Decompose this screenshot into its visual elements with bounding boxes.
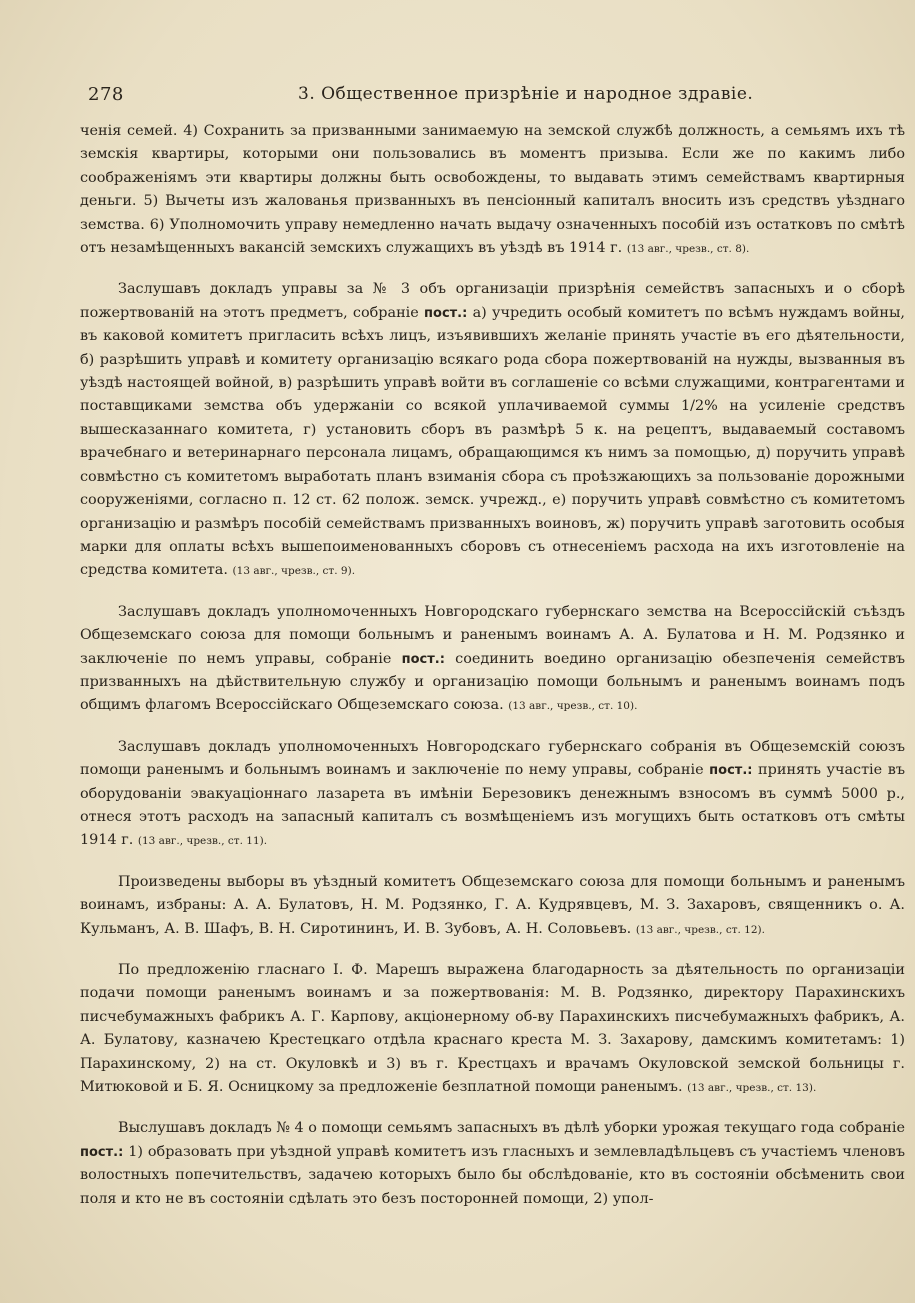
paragraph-3: Заслушавъ докладъ уполномоченныхъ Новгородскаго губернскаго земства на Всероссійскій съѣздъ Общеземскаго союза для помощи больнымъ и раненымъ воинамъ А. А. Булатова и Н. М. Родзянко и заключеніе по немъ управы, собраніе пост.: соединить воедино организацію обезпеченія семействъ призванныхъ на дѣйствительную службу и организацію помощи больнымъ и раненымъ воинамъ подъ общимъ флагомъ Всероссійскаго Общеземскаго союза. (13 авг., чрезв., ст. 10). (80, 603, 906, 714)
citation-note: (13 авг., чрезв., ст. 13). (687, 1082, 817, 1095)
paragraph-6: По предложенію гласнаго I. Ф. Марешъ выражена благодарность за дѣятельность по организаціи подачи помощи раненымъ воинамъ и за пожертвованія: М. В. Родзянко, директору Парахинскихъ писчебумажныхъ фабрикъ А. Г. Карпову, акціонерному об-ву Парахинскихъ писчебумажныхъ фабрикъ, А. А. Булатову, казначею Крестецкаго отдѣла краснаго креста М. З. Захарову, дамскимъ комитетамъ: 1) Парахинскому, 2) на ст. Окуловкѣ и 3) въ г. Крестцахъ и врачамъ Окуловской земской больницы г. Митюковой и Б. Я. Осницкому за предложеніе безплатной помощи раненымъ. (13 авг., чрезв., ст. 13). (80, 962, 905, 1096)
citation-note: (13 авг., чрезв., ст. 8). (626, 243, 750, 256)
citation-note: (13 авг., чрезв., ст. 9). (232, 565, 356, 578)
body-text (80, 120, 905, 1228)
paragraph-1: ченія семей. 4) Сохранить за призванными занимаемую на земской службѣ должность, а семьямъ ихъ тѣ земскія квартиры, которыми они пользовались въ моментъ призыва. Если же по какимъ либо соображеніямъ эти квартиры должны быть освобождены, то выдавать этимъ семействамъ квартирныя деньги. 5) Вычеты изъ жалованья призванныхъ въ пенсіонный капиталъ вносить изъ средствъ уѣзднаго земства. 6) Уполномочить управу немедленно начать выдачу означенныхъ пособій изъ остатковъ по смѣтѣ отъ незамѣщенныхъ вакансій земскихъ служащихъ въ уѣздѣ въ 1914 г. (13 авг., чрезв., ст. 8). (80, 123, 905, 257)
page-number: 278 (88, 84, 124, 105)
resolution-keyword: пост.: (424, 305, 468, 321)
citation-note: (13 авг., чрезв., ст. 10). (508, 700, 638, 713)
running-title: 3. Общественное призрѣніе и народное здравіе. (298, 84, 754, 104)
page-header (88, 84, 885, 110)
citation-note: (13 авг., чрезв., ст. 12). (635, 923, 765, 936)
resolution-keyword: пост.: (709, 763, 753, 779)
paragraph-4: Заслушавъ докладъ уполномоченныхъ Новгородскаго губернскаго собранія въ Общеземскій союзъ помощи раненымъ и больнымъ воинамъ и заключеніе по нему управы, собраніе пост.: принять участіе въ оборудованіи эвакуаціоннаго лазарета въ имѣніи Березовикъ денежнымъ взносомъ въ суммѣ 5000 р., отнеся этотъ расходъ на запасный капиталъ съ возмѣщеніемъ изъ могущихъ быть остатковъ отъ смѣты 1914 г. (13 авг., чрезв., ст. 11). (80, 738, 906, 849)
paragraph-5: Произведены выборы въ уѣздный комитетъ Общеземскаго союза для помощи больнымъ и раненымъ воинамъ, избраны: А. А. Булатовъ, Н. М. Родзянко, Г. А. Кудрявцевъ, М. З. Захаровъ, священникъ о. А. Кульманъ, А. В. Шафъ, В. Н. Сиротининъ, И. В. Зубовъ, А. Н. Соловьевъ. (13 авг., чрезв., ст. 12). (80, 873, 905, 937)
citation-note: (13 авг., чрезв., ст. 11). (137, 835, 268, 848)
resolution-keyword: пост.: (80, 1144, 124, 1160)
resolution-keyword: пост.: (401, 651, 445, 667)
paragraph-2: Заслушавъ докладъ управы за № 3 объ организаціи призрѣнія семействъ запасныхъ и о сборѣ пожертвованій на этотъ предметъ, собраніе пост.: а) учредить особый комитетъ по всѣмъ нуждамъ войны, въ каковой комитетъ пригласить всѣхъ лицъ, изъявившихъ желаніе принять участіе въ его дѣятельности, б) разрѣшить управѣ и комитету организацію всякаго рода сбора пожертвованій на нужды, вызванныя въ уѣздѣ настоящей войной, в) разрѣшить управѣ войти въ соглашеніе со всѣми служащими, контрагентами и поставщиками земства объ удержаніи со всякой уплачиваемой суммы 1/2% на усиленіе средствъ вышесказаннаго комитета, г) установить сборъ въ размѣрѣ 5 к. на рецептъ, выдаваемый составомъ врачебнаго и ветеринарнаго персонала лицамъ, обращающимся къ нимъ за помощью, д) поручить управѣ совмѣстно съ комитетомъ выработать планъ взиманія сбора съ проѣзжающихъ за пользованіе дорожными сооруженіями, согласно п. 12 ст. 62 полож. земск. учрежд., е) поручить управѣ совмѣстно съ комитетомъ организацію и размѣръ пособій семействамъ призванныхъ воиновъ, ж) поручить управѣ заготовить особыя марки для оплаты всѣхъ вышепоименованныхъ сборовъ съ отнесеніемъ расхода на ихъ изготовленіе на средства комитета. (13 авг., чрезв., ст. 9). (80, 281, 905, 579)
fraction: 1/2 (681, 398, 705, 415)
paragraph-7: Выслушавъ докладъ № 4 о помощи семьямъ запасныхъ въ дѣлѣ уборки урожая текущаго года собраніе пост.: 1) образовать при уѣздной управѣ комитетъ изъ гласныхъ и землевладѣльцевъ съ участіемъ членовъ волостныхъ попечительствъ, задачею которыхъ было бы обслѣдованіе, кто въ состояніи обсѣменить свои поля и кто не въ состояніи сдѣлать это безъ посторонней помощи, 2) упол- (80, 1120, 905, 1207)
